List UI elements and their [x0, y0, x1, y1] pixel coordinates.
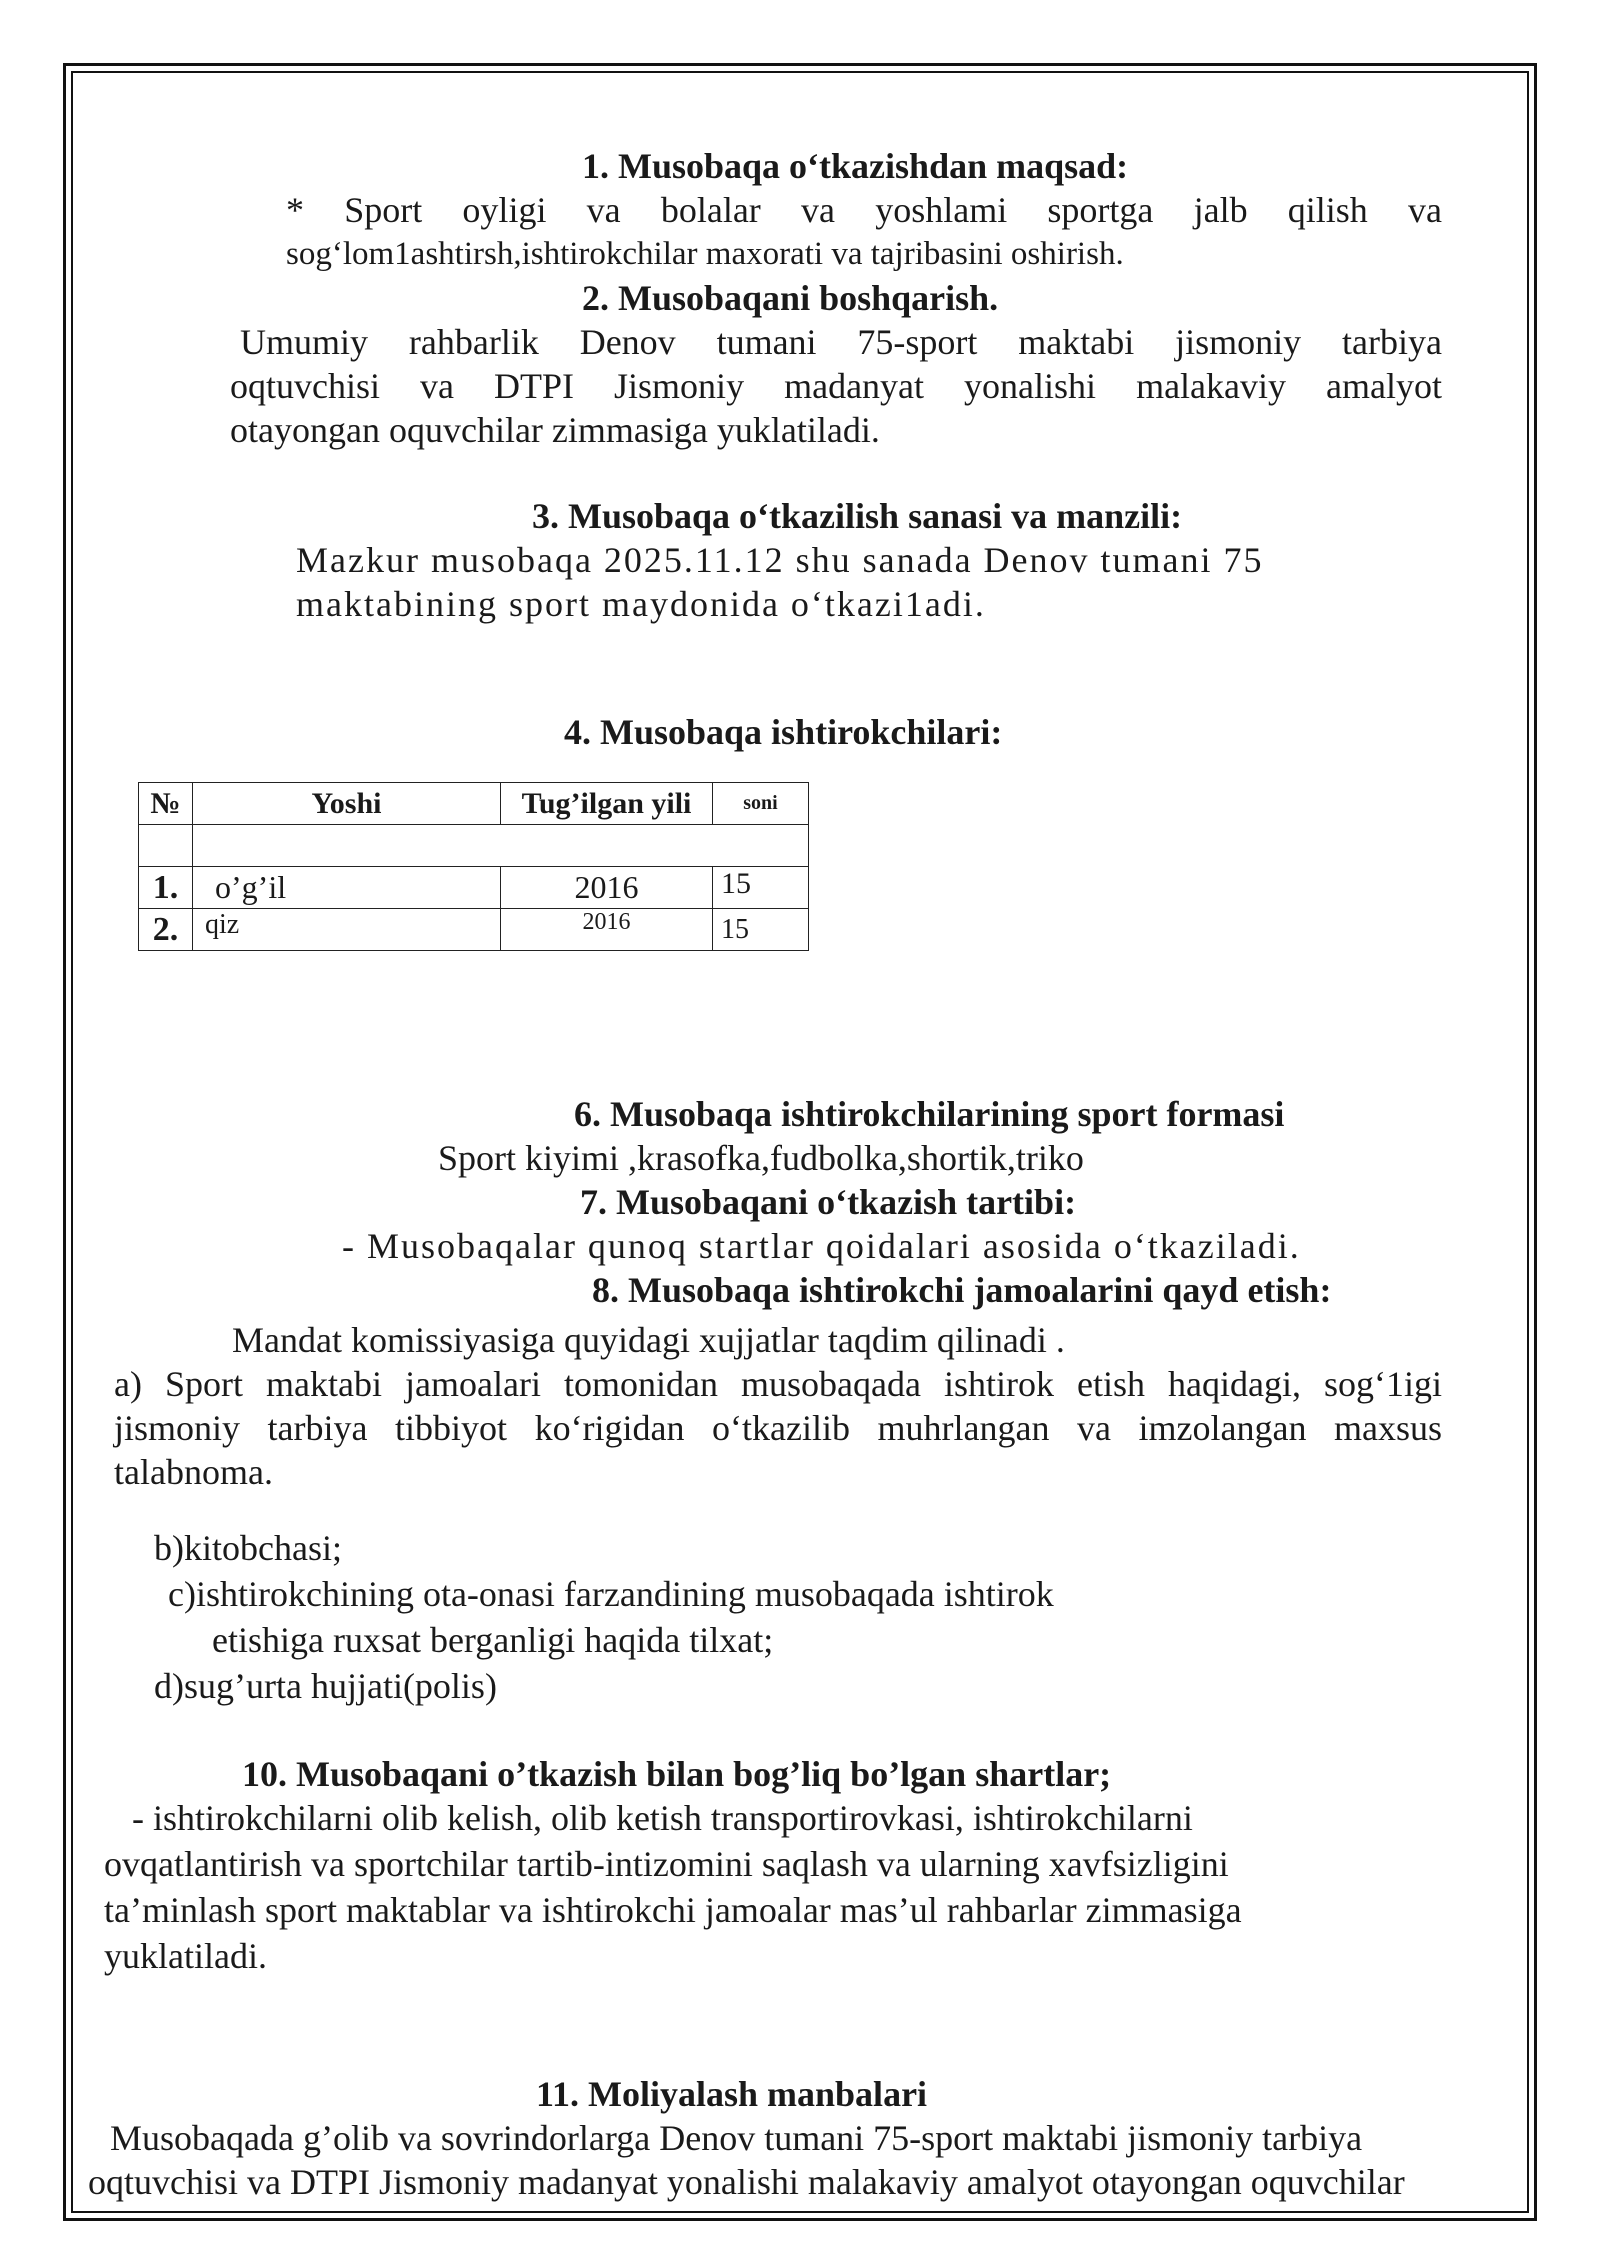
section-8-c-line-1: c)ishtirokchining ota-onasi farzandining musobaqada ishtirok [168, 1574, 1054, 1614]
table-cell-yil: 2016 [501, 867, 713, 909]
section-8-intro: Mandat komissiyasiga quyidagi xujjatlar taqdim qilinadi . [232, 1320, 1065, 1360]
section-10-line-3: ta’minlash sport maktablar va ishtirokchi jamoalar mas’ul rahbarlar zimmasiga [104, 1890, 1242, 1930]
table-header-yoshi: Yoshi [193, 783, 501, 825]
section-10-line-2: ovqatlantirish va sportchilar tartib-intizomini saqlash va ularning xavfsizligini [104, 1844, 1229, 1884]
section-1-line-2: sog‘lom1ashtirsh,ishtirokchilar maxorati va tajribasini oshirish. [286, 236, 1124, 272]
table-cell-soni: 15 [713, 909, 809, 951]
section-6-title: 6. Musobaqa ishtirokchilarining sport formasi [574, 1094, 1285, 1134]
section-8-title: 8. Musobaqa ishtirokchi jamoalarini qayd etish: [592, 1270, 1332, 1310]
section-8-b: b)kitobchasi; [154, 1528, 342, 1568]
table-cell [193, 825, 809, 867]
section-2-line-1: Umumiy rahbarlik Denov tumani 75-sport maktabi jismoniy tarbiya [240, 322, 1442, 362]
section-8-a-line-2: jismoniy tarbiya tibbiyot ko‘rigidan o‘tkazilib muhrlangan va imzolangan maxsus [114, 1408, 1442, 1448]
section-3-line-2: maktabining sport maydonida o‘tkazi1adi. [296, 584, 986, 624]
section-10-title: 10. Musobaqani o’tkazish bilan bog’liq bo’lgan shartlar; [242, 1754, 1112, 1794]
participants-table [138, 782, 809, 951]
section-11-title: 11. Moliyalash manbalari [536, 2074, 928, 2114]
section-11-line-2: oqtuvchisi va DTPI Jismoniy madanyat yonalishi malakaviy amalyot otayongan oquvchilar [88, 2162, 1405, 2202]
section-7-title: 7. Musobaqani o‘tkazish tartibi: [580, 1182, 1077, 1222]
section-8-d: d)sug’urta hujjati(polis) [154, 1666, 497, 1706]
table-row [139, 867, 809, 909]
table-row [139, 909, 809, 951]
section-6-line-1: Sport kiyimi ,krasofka,fudbolka,shortik,triko [438, 1138, 1084, 1178]
table-header-row [139, 783, 809, 825]
table-cell-yoshi: o’g’il [193, 867, 501, 909]
section-4-title: 4. Musobaqa ishtirokchilari: [564, 712, 1003, 752]
section-3-title: 3. Musobaqa o‘tkazilish sanasi va manzili: [532, 496, 1183, 536]
section-1-line-1: * Sport oyligi va bolalar va yoshlami sportga jalb qilish va [286, 190, 1442, 230]
table-cell-yoshi: qiz [193, 909, 501, 951]
section-3-line-1: Mazkur musobaqa 2025.11.12 shu sanada Denov tumani 75 [296, 540, 1264, 580]
section-10-line-1: - ishtirokchilarni olib kelish, olib ketish transportirovkasi, ishtirokchilarni [132, 1798, 1193, 1838]
section-8-a-line-1: a) Sport maktabi jamoalari tomonidan musobaqada ishtirok etish haqidagi, sog‘1igi [114, 1364, 1442, 1404]
table-cell-yil: 2016 [501, 909, 713, 951]
section-11-line-1: Musobaqada g’olib va sovrindorlarga Denov tumani 75-sport maktabi jismoniy tarbiya [110, 2118, 1363, 2158]
table-cell-soni: 15 [713, 867, 809, 909]
table-cell [139, 825, 193, 867]
table-header-soni: soni [713, 783, 809, 825]
table-cell-number: 2. [139, 909, 193, 951]
table-cell-number: 1. [139, 867, 193, 909]
table-header-tugilgan-yili: Tug’ilgan yili [501, 783, 713, 825]
table-header-number: № [139, 783, 193, 825]
section-7-line-1: - Musobaqalar qunoq startlar qoidalari asosida o‘tkaziladi. [342, 1226, 1301, 1266]
section-2-line-3: otayongan oquvchilar zimmasiga yuklatiladi. [230, 410, 880, 450]
section-1-title: 1. Musobaqa o‘tkazishdan maqsad: [582, 146, 1129, 186]
section-8-c-line-2: etishiga ruxsat berganligi haqida tilxat; [212, 1620, 774, 1660]
section-2-line-2: oqtuvchisi va DTPI Jismoniy madanyat yonalishi malakaviy amalyot [230, 366, 1442, 406]
section-8-a-line-3: talabnoma. [114, 1452, 273, 1492]
section-10-line-4: yuklatiladi. [104, 1936, 267, 1976]
section-2-title: 2. Musobaqani boshqarish. [582, 278, 999, 318]
table-empty-row [139, 825, 809, 867]
